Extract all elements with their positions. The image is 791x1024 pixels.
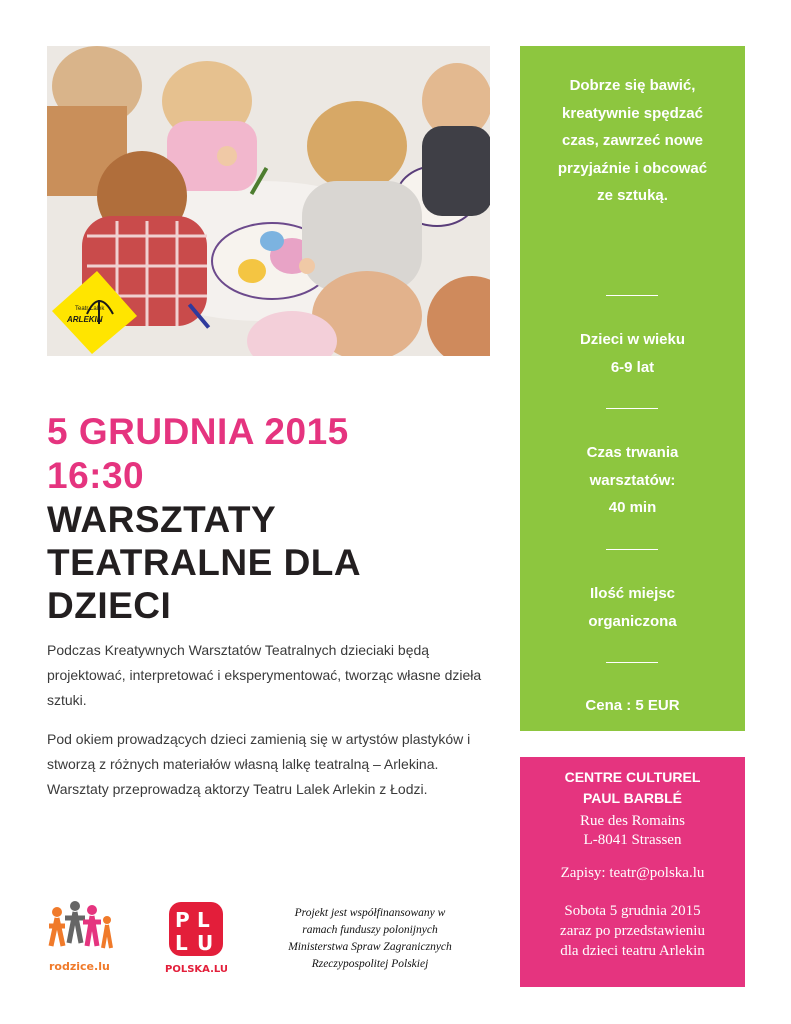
funding-line1: Projekt jest współfinansowany w	[294, 907, 446, 919]
event-title-line2: TEATRALNE DLA	[47, 542, 362, 583]
duration-label: Czas trwania	[586, 444, 679, 461]
polska-letter-p: P	[175, 908, 190, 932]
description-paragraph-1: Podczas Kreatywnych Warsztatów Teatralnych dzieciaki będą projektować, interpretować i eksperymentować, tworząc własne dzieła sztuki.	[47, 642, 482, 708]
arlekin-logo	[47, 266, 142, 356]
rodzice-logo[interactable]	[47, 898, 117, 978]
separator	[606, 662, 658, 663]
description-paragraph-2: Pod okiem prowadzących dzieci zamienią się w artystów plastyków i stworzą z różnych materiałów własną lalkę teatralną – Arlekina. Warsztaty przeprowadzą aktorzy Teatru Lalek Arlekin z Łodzi.	[47, 731, 471, 797]
event-date: 5 GRUDNIA 2015	[47, 411, 349, 452]
rodzice-label: rodzice.lu	[49, 960, 110, 973]
event-title-line1: WARSZTATY	[47, 499, 277, 540]
polska-letter-l2: L	[175, 931, 188, 955]
venue-line2: PAUL BARBLÉ	[582, 790, 683, 806]
duration-value: 40 min	[608, 499, 657, 516]
age-label: Dzieci w wieku	[579, 331, 686, 348]
polska-letter-l: L	[197, 908, 210, 932]
price-info: Cena : 5 EUR	[585, 697, 680, 714]
venue-name	[520, 767, 745, 809]
schedule-line3: dla dzieci teatru Arlekin	[560, 943, 705, 959]
separator	[606, 295, 658, 296]
seats-label: Ilość miejsc	[589, 585, 676, 602]
funding-line3: Ministerstwa Spraw Zagranicznych	[288, 941, 452, 953]
funding-line2: ramach funduszy polonijnych	[302, 924, 438, 936]
info-panel	[520, 46, 745, 731]
duration-label-2: warsztatów:	[589, 471, 676, 489]
schedule-line2: zaraz po przedstawieniu	[560, 923, 705, 939]
seats-info	[520, 580, 745, 635]
separator	[606, 549, 658, 550]
headline	[47, 410, 487, 627]
signup-email[interactable]: Zapisy: teatr@polska.lu	[560, 865, 705, 881]
age-info	[520, 326, 745, 381]
separator	[606, 408, 658, 409]
venue-panel	[520, 757, 745, 987]
polska-label: POLSKA.LU	[165, 964, 227, 975]
event-time: 16:30	[47, 455, 145, 496]
street: Rue des Romains	[580, 813, 685, 829]
event-title-line3: DZIECI	[47, 585, 172, 626]
event-schedule	[520, 901, 745, 961]
city: L-8041 Strassen	[583, 832, 682, 848]
polska-lu-logo[interactable]	[165, 902, 227, 978]
funding-note	[265, 905, 475, 973]
logo-line2: ARLEKIN	[67, 315, 103, 324]
funding-line4: Rzeczypospolitej Polskiej	[311, 958, 429, 970]
duration-info	[520, 439, 745, 522]
age-value: 6-9 lat	[610, 358, 655, 376]
event-description	[47, 638, 487, 816]
venue-line1: CENTRE CULTUREL	[564, 769, 701, 785]
polska-letter-u: U	[197, 931, 214, 955]
schedule-line1: Sobota 5 grudnia 2015	[564, 903, 701, 919]
seats-value: organiczona	[588, 612, 677, 630]
logo-line1: Teatr Lalek	[75, 306, 105, 312]
intro-text: Dobrze się bawić, kreatywnie spędzać czas, zawrzeć nowe przyjaźnie i obcować ze sztuką.	[557, 77, 708, 204]
venue-address	[520, 812, 745, 850]
